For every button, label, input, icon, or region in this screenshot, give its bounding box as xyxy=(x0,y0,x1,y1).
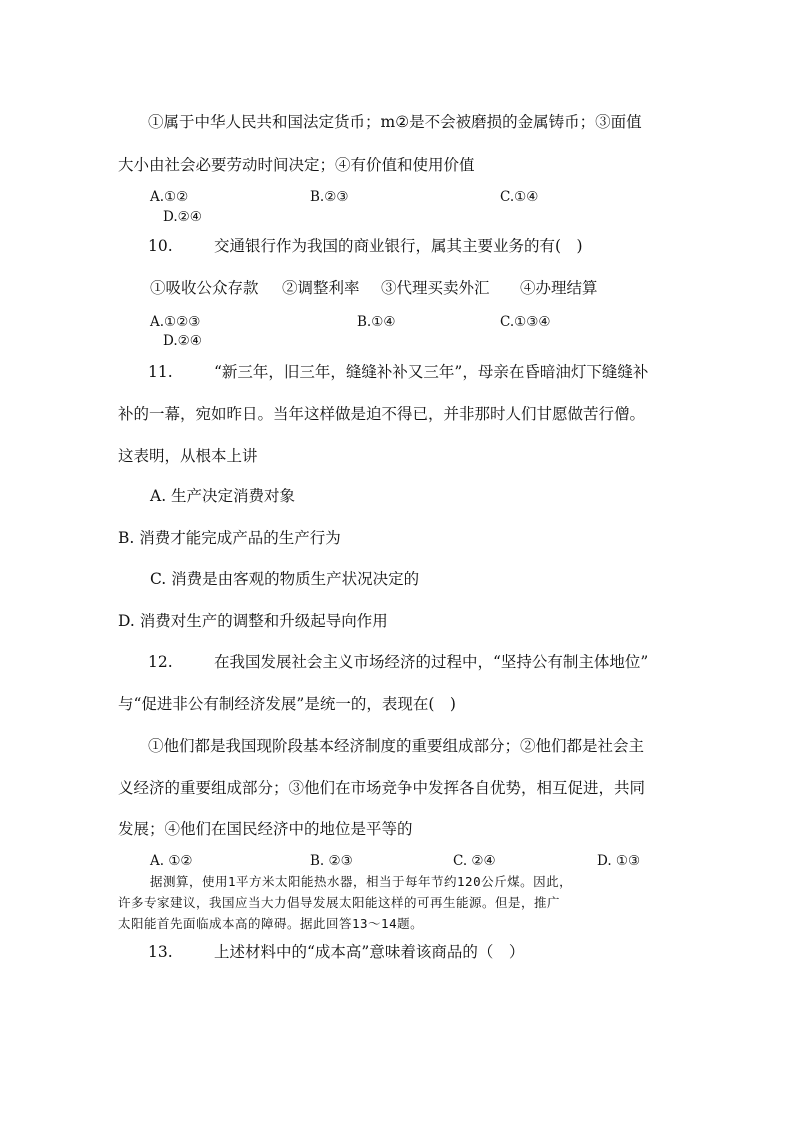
q13-number: 13. xyxy=(148,943,173,961)
material-line2: 许多专家建议，我国应当大力倡导发展太阳能这样的可再生能源。但是，推广 xyxy=(118,895,561,910)
q12-number: 12. xyxy=(148,653,173,671)
q12-option-d: D. ①③ xyxy=(597,853,641,869)
material-line3: 太阳能首先面临成本高的障碍。据此回答13～14题。 xyxy=(118,916,424,931)
q13-stem: 上述材料中的“成本高”意味着该商品的（ ） xyxy=(214,943,525,961)
q10-option-a: A.①②③ xyxy=(150,314,201,330)
q12-stem-line2: 与“促进非公有制经济发展”是统一的，表现在( ) xyxy=(118,695,456,713)
q11-option-d: D. 消费对生产的调整和升级起导向作用 xyxy=(118,612,388,630)
q12-statement-line1: ①他们都是我国现阶段基本经济制度的重要组成部分；②他们都是社会主 xyxy=(148,737,645,755)
q12-option-a: A. ①② xyxy=(150,853,193,869)
q10-item-2: ②调整利率 xyxy=(282,279,360,297)
q12-stem-line1: 在我国发展社会主义市场经济的过程中，“坚持公有制主体地位” xyxy=(214,653,649,671)
q10-option-d: D.②④ xyxy=(163,333,202,349)
q12-statement-line3: 发展；④他们在国民经济中的地位是平等的 xyxy=(118,820,413,838)
q11-option-a: A. 生产决定消费对象 xyxy=(150,487,296,505)
q10-stem: 交通银行作为我国的商业银行，属其主要业务的有( ) xyxy=(214,237,583,255)
q11-stem-line2: 补的一幕，宛如昨日。当年这样做是迫不得已，并非那时人们甘愿做苦行僧。 xyxy=(118,405,646,423)
q9-statement-line2: 大小由社会必要劳动时间决定；④有价值和使用价值 xyxy=(118,156,475,174)
q11-stem-line1: “新三年，旧三年，缝缝补补又三年”，母亲在昏暗油灯下缝缝补 xyxy=(214,363,649,381)
q9-statement-line1: ①属于中华人民共和国法定货币；m②是不会被磨损的金属铸币；③面值 xyxy=(148,113,642,131)
q10-item-3: ③代理买卖外汇 xyxy=(381,279,490,297)
q9-option-b: B.②③ xyxy=(310,189,349,205)
q9-option-d: D.②④ xyxy=(163,209,202,225)
q10-number: 10. xyxy=(148,237,173,255)
q10-option-c: C.①③④ xyxy=(500,314,551,330)
q10-item-1: ①吸收公众存款 xyxy=(150,279,259,297)
q11-option-c: C. 消费是由客观的物质生产状况决定的 xyxy=(150,570,420,588)
q9-option-c: C.①④ xyxy=(500,189,539,205)
material-line1: 据测算，使用1平方米太阳能热水器，相当于每年节约120公斤煤。因此， xyxy=(150,874,573,889)
q11-number: 11. xyxy=(148,363,173,381)
q10-option-b: B.①④ xyxy=(357,314,396,330)
q11-option-b: B. 消费才能完成产品的生产行为 xyxy=(118,529,341,547)
q11-stem-line3: 这表明，从根本上讲 xyxy=(118,447,258,465)
q12-option-b: B. ②③ xyxy=(310,853,353,869)
q10-item-4: ④办理结算 xyxy=(520,279,598,297)
q12-option-c: C. ②④ xyxy=(453,853,496,869)
q9-option-a: A.①② xyxy=(150,189,189,205)
q12-statement-line2: 义经济的重要组成部分；③他们在市场竞争中发挥各自优势，相互促进，共同 xyxy=(118,779,646,797)
